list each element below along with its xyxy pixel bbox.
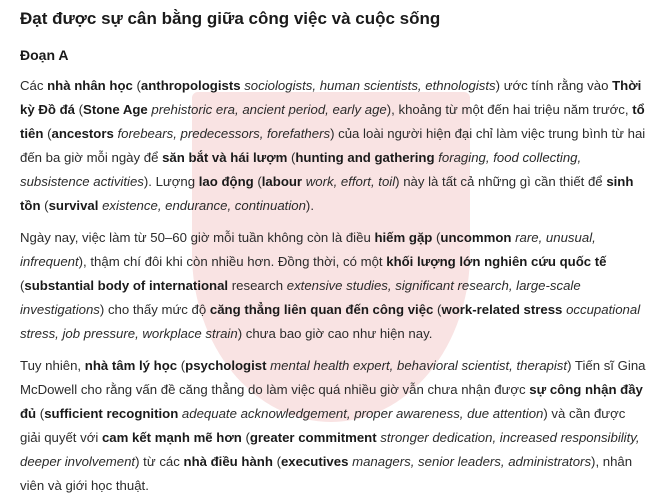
bold-term: substantial body of international bbox=[24, 278, 229, 293]
bold-term: psychologist bbox=[185, 358, 267, 373]
body-text: ( bbox=[432, 230, 441, 245]
synonyms-text: rare, unusual, infrequent bbox=[20, 230, 596, 269]
paragraph-2 bbox=[20, 226, 646, 346]
body-text: research bbox=[228, 278, 287, 293]
body-text: ) cho thấy mức độ bbox=[99, 302, 210, 317]
section-heading: Đoạn A bbox=[20, 47, 69, 63]
body-text: ( bbox=[287, 150, 296, 165]
bold-term: nhà điều hành bbox=[183, 454, 273, 469]
bold-term: Thời kỳ Đồ đá bbox=[20, 78, 642, 117]
body-text: ) từ các bbox=[135, 454, 184, 469]
body-text: ( bbox=[272, 454, 281, 469]
body-text: ) Tiến sĩ Gina McDowell cho rằng vấn đề căng thẳng do làm việc quá nhiều giờ vẫn chưa nhận được bbox=[20, 358, 646, 397]
bold-term: hunting and gathering bbox=[295, 150, 435, 165]
body-text: ( bbox=[20, 278, 25, 293]
bold-term: work-related stress bbox=[441, 302, 563, 317]
body-text: ( bbox=[253, 174, 262, 189]
bold-term: căng thẳng liên quan đến công việc bbox=[209, 302, 434, 317]
synonyms-text: prehistoric era, ancient period, early age bbox=[147, 102, 387, 117]
bold-term: sinh tồn bbox=[20, 174, 634, 213]
body-text: ), nhân viên và giới học thuật. bbox=[20, 454, 633, 493]
body-text: ). Lượng bbox=[143, 174, 199, 189]
synonyms-text: work, effort, toil bbox=[302, 174, 396, 189]
body-text: ( bbox=[74, 102, 84, 117]
bold-term: săn bắt và hái lượm bbox=[162, 150, 288, 165]
bold-term: cam kết mạnh mẽ hơn bbox=[101, 430, 242, 445]
paragraph-3 bbox=[20, 354, 646, 498]
synonyms-text: existence, endurance, continuation bbox=[98, 198, 306, 213]
body-text: ) và cần được giải quyết với bbox=[20, 406, 626, 445]
bold-term: executives bbox=[280, 454, 349, 469]
body-text: ), thậm chí đôi khi còn nhiều hơn. Đồng thời, có một bbox=[78, 254, 387, 269]
body-text: ( bbox=[177, 358, 186, 373]
body-text: ) chưa bao giờ cao như hiện nay. bbox=[237, 326, 433, 341]
bold-term: tổ tiên bbox=[20, 102, 645, 141]
paragraph-1 bbox=[20, 74, 646, 218]
body-text: Tuy nhiên, bbox=[20, 358, 85, 373]
bold-term: lao động bbox=[198, 174, 254, 189]
page-title: Đạt được sự cân bằng giữa công việc và cuộc sống bbox=[20, 9, 441, 28]
body-text: ) này là tất cả những gì cần thiết để bbox=[395, 174, 607, 189]
synonyms-text: mental health expert, behavioral scientist, therapist bbox=[266, 358, 568, 373]
bold-term: nhà nhân học bbox=[47, 78, 133, 93]
body-text: Ngày nay, việc làm từ 50–60 giờ mỗi tuần không còn là điều bbox=[20, 230, 375, 245]
body-text: ) ước tính rằng vào bbox=[495, 78, 613, 93]
bold-term: survival bbox=[48, 198, 99, 213]
synonyms-text: stronger dedication, increased responsibility, deeper involvement bbox=[20, 430, 640, 469]
synonyms-text: extensive studies, significant research, large-scale investigations bbox=[20, 278, 581, 317]
body-text: ). bbox=[305, 198, 314, 213]
bold-term: hiếm gặp bbox=[374, 230, 433, 245]
synonyms-text: forebears, predecessors, forefathers bbox=[113, 126, 331, 141]
synonyms-text: sociologists, human scientists, ethnologists bbox=[240, 78, 496, 93]
bold-term: sự công nhận đầy đủ bbox=[20, 382, 643, 421]
body-text: ) của loài người hiện đại chỉ làm việc trung bình từ hai đến ba giờ mỗi ngày để bbox=[20, 126, 646, 165]
bold-term: greater commitment bbox=[249, 430, 377, 445]
body-text: ( bbox=[241, 430, 250, 445]
bold-term: nhà tâm lý học bbox=[84, 358, 178, 373]
body-text: ( bbox=[132, 78, 141, 93]
body-text: Các bbox=[20, 78, 48, 93]
bold-term: labour bbox=[261, 174, 303, 189]
synonyms-text: foraging, food collecting, subsistence activities bbox=[20, 150, 582, 189]
body-text: ( bbox=[40, 198, 49, 213]
body-text: ( bbox=[36, 406, 45, 421]
bold-term: Stone Age bbox=[83, 102, 148, 117]
synonyms-text: occupational stress, job pressure, workplace strain bbox=[20, 302, 641, 341]
bold-term: anthropologists bbox=[140, 78, 241, 93]
bold-term: khối lượng lớn nghiên cứu quốc tế bbox=[386, 254, 607, 269]
body-text: ( bbox=[43, 126, 52, 141]
body-text: ), khoảng từ một đến hai triệu năm trước, bbox=[386, 102, 633, 117]
bold-term: ancestors bbox=[51, 126, 114, 141]
synonyms-text: managers, senior leaders, administrators bbox=[348, 454, 592, 469]
bold-term: uncommon bbox=[440, 230, 512, 245]
body-text: ( bbox=[433, 302, 442, 317]
bold-term: sufficient recognition bbox=[44, 406, 179, 421]
synonyms-text: adequate acknowledgement, proper awareness, due attention bbox=[178, 406, 544, 421]
